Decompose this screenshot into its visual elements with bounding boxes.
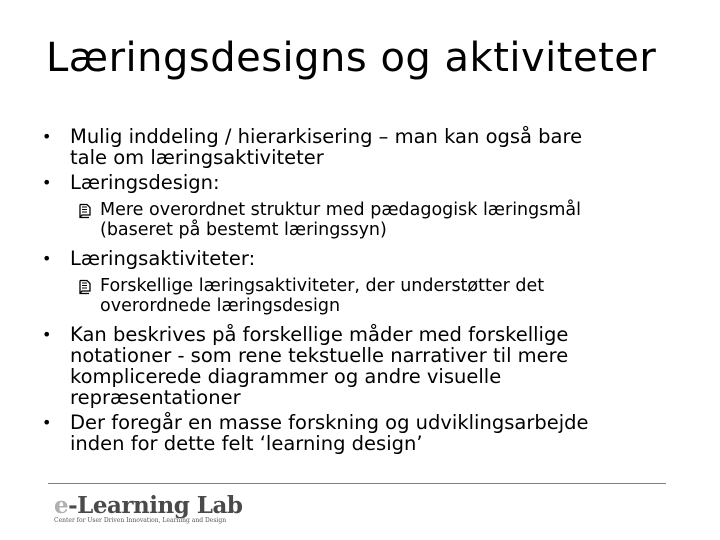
bullet-line: Læringsaktiviteter: (70, 247, 256, 270)
bullet-line: Mulig inddeling / hierarkisering – man kan også bare (70, 125, 583, 148)
book-icon (78, 279, 92, 295)
sub-bullet-item (30, 277, 690, 316)
logo-text: -Learning Lab (68, 492, 243, 519)
book-icon (78, 203, 92, 219)
bullet-dot-icon: • (42, 325, 52, 344)
logo-tagline: Center for User Driven Innovation, Learning and Design (54, 517, 227, 524)
bullet-line: Læringsdesign: (70, 171, 220, 194)
e-learning-lab-logo (54, 492, 242, 519)
bullet-line: notationer - som rene tekstuelle narrativer til mere (70, 344, 569, 367)
bullet-item (30, 248, 690, 269)
sub-bullet-line: Mere overordnet struktur med pædagogisk læringsmål (100, 200, 582, 220)
bullet-dot-icon: • (42, 249, 52, 268)
bullet-item (30, 172, 690, 193)
bullet-line: tale om læringsaktiviteter (70, 146, 324, 169)
sub-bullet-line: overordnede læringsdesign (100, 295, 341, 316)
bullet-dot-icon: • (42, 173, 52, 192)
bullet-item (30, 412, 690, 454)
bullet-line: Der foregår en masse forskning og udviklingsarbejde (70, 411, 589, 434)
sub-bullet-item (30, 201, 690, 240)
sub-bullet-line: (baseret på bestemt læringssyn) (100, 219, 387, 240)
sub-bullet-line: Forskellige læringsaktiviteter, der understøtter det (100, 276, 545, 296)
bullet-list (30, 126, 690, 454)
bullet-dot-icon: • (42, 413, 52, 432)
bullet-line: Kan beskrives på forskellige måder med forskellige (70, 323, 569, 346)
logo-prefix: e (54, 492, 69, 519)
slide-title: Læringsdesigns og aktiviteter (46, 35, 657, 81)
bullet-dot-icon: • (42, 127, 52, 146)
bullet-line: inden for dette felt ‘learning design’ (70, 432, 423, 455)
bullet-item (30, 126, 690, 168)
bullet-item (30, 324, 690, 408)
bullet-line: repræsentationer (70, 386, 241, 409)
footer-divider (48, 483, 666, 484)
bullet-line: komplicerede diagrammer og andre visuelle (70, 365, 502, 388)
